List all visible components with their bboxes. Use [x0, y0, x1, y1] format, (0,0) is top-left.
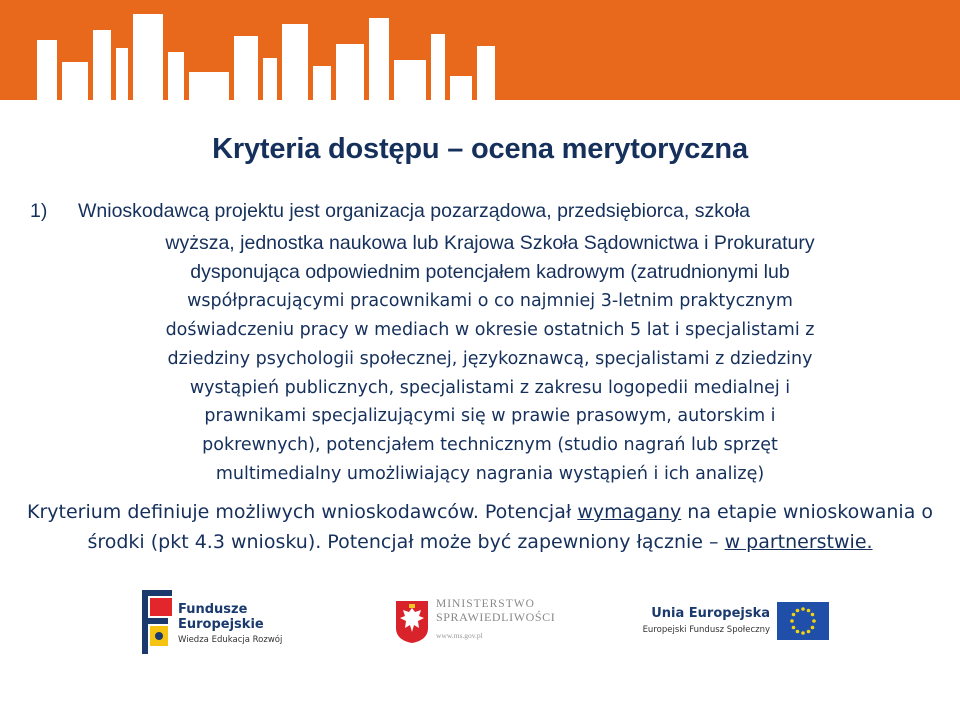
note-emphasis-required: wymagany	[577, 501, 682, 523]
banner-decor-block	[431, 34, 445, 100]
banner-decor-block	[369, 18, 389, 100]
criterion-line: dziedziny psychologii społecznej, językoznawcą, specjalistami z dziedziny	[167, 348, 813, 369]
criterion-continuation	[90, 229, 890, 489]
banner-decor-block	[189, 72, 229, 100]
note-text: na etapie wnioskowania o środki (pkt 4.3 wniosku). Potencjał może być zapewniony łącznie –	[87, 501, 934, 553]
banner-decor-block	[313, 66, 331, 100]
fundusze-europejskie-text	[178, 602, 308, 645]
banner-decor-block	[37, 40, 57, 100]
ministry-of-justice-text	[436, 598, 576, 640]
header-banner	[0, 0, 960, 100]
criterion-line: prawnikami specjalizującymi się w prawie prasowym, autorskim i	[204, 406, 776, 427]
banner-decor-block	[450, 76, 472, 100]
banner-decor-block	[394, 60, 426, 100]
criterion-line: pokrewnych), potencjałem technicznym (studio nagrań lub sprzęt	[202, 435, 778, 456]
criterion-note	[20, 498, 940, 557]
fundusze-europejskie-logo-icon	[138, 590, 174, 654]
criterion-line: doświadczeniu pracy w mediach w okresie ostatnich 5 lat i specjalistami z	[165, 319, 815, 340]
ms-line1: MINISTERSTWO	[436, 598, 535, 610]
banner-decor-block	[263, 58, 277, 100]
fe-name-line2: Europejskie	[178, 617, 264, 632]
note-text: Kryterium definiuje możliwych wnioskodawców. Potencjał	[26, 501, 578, 523]
polish-eagle-emblem-icon	[395, 600, 429, 644]
ms-line2: SPRAWIEDLIWOŚCI	[436, 610, 556, 624]
banner-decor-block	[282, 24, 308, 100]
banner-decor-block	[477, 46, 495, 100]
note-emphasis-partnership: w partnerstwie.	[724, 530, 873, 553]
banner-decor-block	[133, 14, 163, 100]
criterion-line: dysponująca odpowiednim potencjałem kadrowym (zatrudnionymi lub	[190, 260, 790, 283]
banner-decor-block	[116, 48, 128, 100]
criterion-line: Wnioskodawcą projektu jest organizacja pozarządowa, przedsiębiorca, szkoła	[78, 200, 751, 222]
european-union-text	[640, 606, 770, 635]
fe-program: Wiedza Edukacja Rozwój	[178, 635, 283, 645]
criterion-number: 1)	[30, 200, 48, 222]
ue-name: Unia Europejska	[651, 606, 770, 621]
banner-decor-block	[336, 44, 364, 100]
fe-name-line1: Fundusze	[178, 602, 248, 617]
criterion-line: współpracującymi pracownikami o co najmniej 3-letnim praktycznym	[187, 290, 793, 311]
banner-decor-block	[62, 62, 88, 100]
banner-decor-block	[93, 30, 111, 100]
criterion-line: wystąpień publicznych, specjalistami z zakresu logopedii medialnej i	[189, 377, 791, 398]
banner-decor-block	[168, 52, 184, 100]
page-title: Kryteria dostępu – ocena merytoryczna	[212, 133, 748, 165]
criterion-line: wyższa, jednostka naukowa lub Krajowa Szkoła Sądownictwa i Prokuratury	[165, 232, 815, 254]
criterion-line: multimedialny umożliwiający nagrania wystąpień i ich analizę)	[215, 464, 765, 485]
eu-flag-icon	[777, 602, 829, 640]
logo-bar	[0, 590, 960, 670]
banner-decor-block	[234, 36, 258, 100]
ue-fund: Europejski Fundusz Społeczny	[642, 625, 770, 635]
ms-website: www.ms.gov.pl	[436, 631, 483, 640]
